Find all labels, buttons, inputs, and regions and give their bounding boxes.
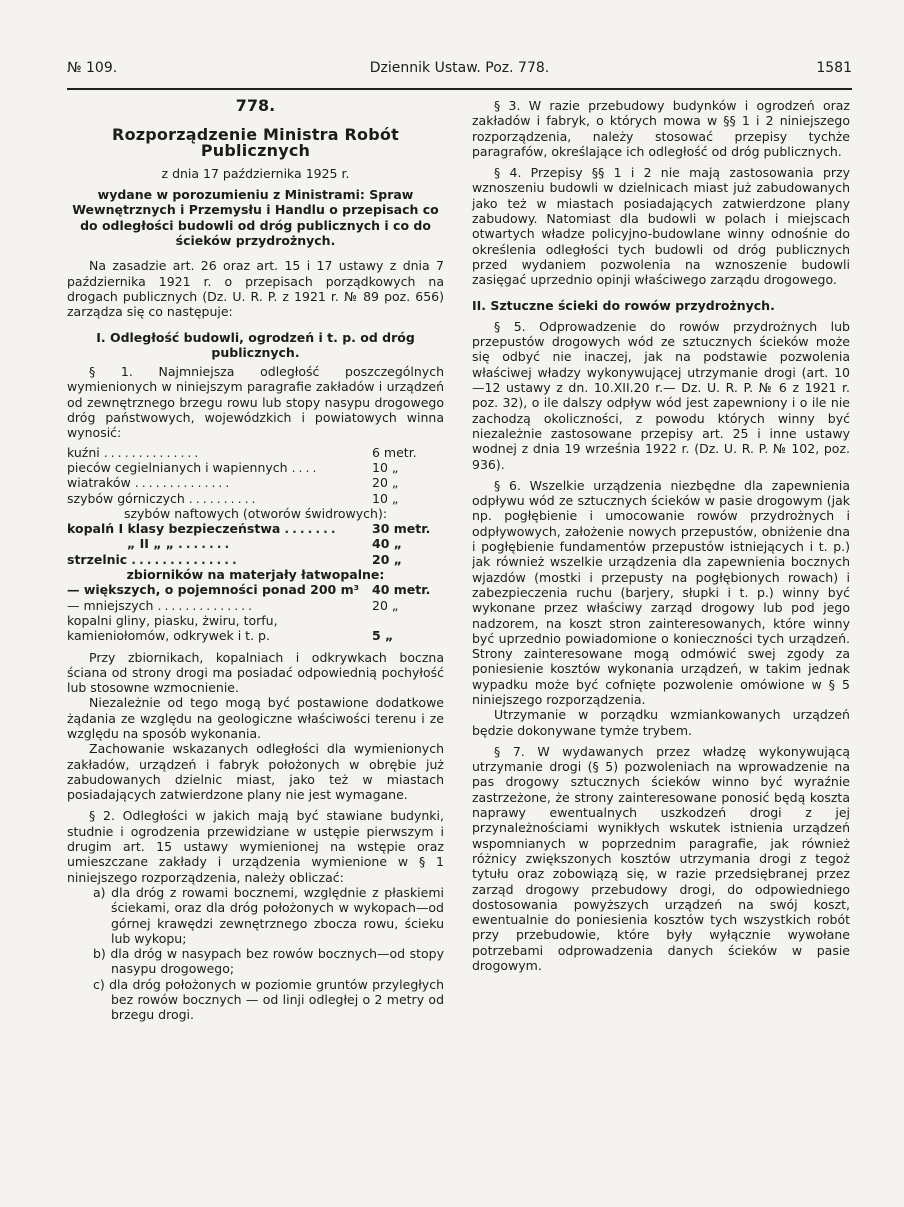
table-row: szybów górniczych .......... 10 „ (67, 490, 399, 506)
left-column (67, 98, 444, 1023)
table-row: strzelnic .............. 20 „ (67, 551, 402, 567)
table-row: wiatraków .............. 20 „ (67, 475, 399, 491)
header-rule (67, 88, 852, 90)
regulation-subtitle: wydane w porozumieniu z Ministrami: Spraw Wewnętrznych i Przemysłu i Handlu o przepisach co do odległości budowli od dróg publicznych i co do ścieków przydrożnych. (72, 187, 439, 249)
distance-table-1 (67, 445, 444, 506)
paragraph-additional: Niezależnie od tego mogą być postawione dodatkowe żądania ze względu na geologiczne właściwości terenu i ze względu na sposób wykonania. (67, 695, 444, 741)
paragraph-2: § 2. Odległości w jakich mają być stawiane budynki, studnie i ogrodzenia przewidziane w ustępie pierwszym i drugim art. 15 ustawy wymienionej na wstępie oraz umieszczane zakłady i urządzenia wymienione w § 1 niniejszego rozporządzenia, należy obliczać: (67, 808, 444, 885)
distance-table-3 (67, 582, 444, 643)
issue-number: № 109. (67, 60, 118, 76)
regulation-title: Rozporządzenie Ministra Robót Publicznych (112, 125, 399, 160)
page-number: 1581 (816, 60, 852, 76)
paragraph-3: § 3. W razie przebudowy budynków i ogrodzeń oraz zakładów i fabryk, o których mowa w §§ 1 i 2 niniejszego rozporządzenia, należy stosować przepisy tychże paragrafów, określające ich odległość od dróg publicznych. (472, 98, 850, 159)
list-item: a) dla dróg z rowami bocznemi, względnie z płaskiemi ściekami, oraz dla dróg położonych w wykopach—od górnej krawędzi zewnętrznego zbocza rowu, ścieku lub wykopu; (93, 884, 444, 946)
intro-paragraph: Na zasadzie art. 26 oraz art. 15 i 17 ustawy z dnia 7 października 1921 r. o przepisach porządkowych na drogach publicznych (Dz. U. R. P. z 1921 r. № 89 poz. 656) zarządza się co następuje: (67, 258, 444, 320)
page-header (67, 60, 852, 84)
section-2-heading: II. Sztuczne ścieki do rowów przydrożnych. (472, 297, 775, 313)
table-row: „ II „ „ ....... 40 „ (127, 536, 402, 552)
paragraph-exemption: Zachowanie wskazanych odległości dla wymienionych zakładów, urządzeń i fabryk położonych w obrębie już zabudowanych dzielnic miast, jako też w miastach posiadających zatwierdzone plany nie jest wymagane. (67, 741, 444, 803)
oil-shafts-heading: szybów naftowych (otworów świdrowych): (123, 505, 388, 521)
table-row: — mniejszych .............. 20 „ (67, 597, 399, 613)
paragraph-7: § 7. W wydawanych przez władzę wykonywującą utrzymanie drogi (§ 5) pozwoleniach na wprowadzenie na pas drogowy sztucznych ścieków winno być wyraźnie zastrzeżone, że strony zainteresowane ponosić będą koszta naprawy ewentualnych uszkodzeń drogi z jej przynależnościami wynikłych wskutek istnienia urządzeń wspomnianych w poprzednim paragrafie, jak również różnicy zwiększonych kosztów utrzymania drogi z tegoż tytułu oraz zobowiązą się, w razie przedsiębranej przez zarząd drogowy przebudowy drogi, do odpowiedniego dostosowania powyższych urządzeń na swój koszt, ewentualnie do poniesienia kosztów tych wszystkich robót przy przebudowie, które były wyłącznie wywołane potrzebami odprowadzenia danych ścieków w pasie drogowym. (472, 743, 850, 974)
table-row: — większych, o pojemności ponad 200 m³ 40 metr. (67, 582, 431, 598)
tanks-heading: zbiorników na materjały łatwopalne: (126, 567, 385, 583)
list-item: b) dla dróg w nasypach bez rowów bocznych—od stopy nasypu drogowego; (93, 946, 444, 977)
paragraph-6-maintenance: Utrzymanie w porządku wzmiankowanych urządzeń będzie dokonywane tymże trybem. (472, 707, 850, 738)
paragraph-6: § 6. Wszelkie urządzenia niezbędne dla zapewnienia odpływu wód ze sztucznych ścieków w pasie drogowym (jak np. pogłębienie i umocowanie rowów przydrożnych i odpływowych, założenie nowych przepustów, obniżenie dna i pogłębienie fundamentów przepustów istniejących i t. p.) jak również wszelkie urządzenia dla zapewnienia bocznych wjazdów (mostki i przepusty na pogłębionych rowach) i zabezpieczenia ruchu (barjery, słupki i t. p.) winny być wykonane przez właściwy zarząd drogowy lub pod jego nadzorem, na koszt stron zainteresowanych, które winny być uprzednio powiadomione o konieczności tych urządzeń. Strony zainteresowane mogą odmówić swej zgody za poniesienie kosztów wykonania urządzeń, w takim jednak wypadku może być cofnięte pozwolenie omówione w § 5 niniejszego rozporządzenia. (472, 477, 850, 707)
journal-title: Dziennik Ustaw. Poz. 778. (369, 60, 550, 76)
table-row: kopalń I klasy bezpieczeństwa ....... 30 metr. (67, 521, 431, 537)
measurement-list (67, 885, 444, 1023)
paragraph-1: § 1. Najmniejsza odległość poszczególnych wymienionych w niniejszym paragrafie zakładów i urządzeń od zewnętrznego brzegu rowu lub stopy nasypu drogowego dróg państwowych, wojewódzkich i powiatowych winna wynosić: (67, 364, 444, 441)
paragraph-tanks: Przy zbiornikach, kopalniach i odkrywkach boczna ściana od strony drogi ma posiadać odpowiednią pochyłość lub stosowne wzmocnienie. (67, 649, 444, 696)
paragraph-4: § 4. Przepisy §§ 1 i 2 nie mają zastosowania przy wznoszeniu budowli w dzielnicach miast już zabudowanych jako też w miastach posiadających zatwierdzone plany zabudowy. Natomiast dla budowli w polach i miejscach otwartych władze policyjno-budowlane winny odnośnie do określenia odległości tych budowli od dróg publicznych przed wydaniem pozwolenia na wznoszenie budowli zasięgać uprzednio opinji właściwego zarządu drogowego. (472, 165, 850, 288)
table-row: kuźni .............. 6 metr. (67, 444, 417, 460)
table-row: pieców cegielnianych i wapiennych .... 10 „ (67, 459, 399, 475)
regulation-date: z dnia 17 października 1925 r. (161, 165, 350, 181)
section-1-heading: I. Odległość budowli, ogrodzeń i t. p. od dróg publicznych. (96, 329, 415, 360)
list-item: c) dla dróg położonych w poziomie gruntów przyległych bez rowów bocznych — od linji odległej o 2 metry od brzegu drogi. (93, 976, 444, 1023)
right-column (472, 98, 850, 973)
paragraph-5: § 5. Odprowadzenie do rowów przydrożnych lub przepustów drogowych wód ze sztucznych ścieków może się odbyć nie inaczej, jak na podstawie pozwolenia właściwej władzy wykonywującej utrzymanie drogi (art. 10—12 ustawy z dn. 10.XII.20 r.— Dz. U. R. P. № 6 z 1921 r. poz. 32), o ile dalszy odpływ wód jest zapewniony i o ile nie zachodzą okoliczności, z powodu których winny być niezależnie zastosowane przepisy art. 25 i inne ustawy wodnej z dnia 19 września 1922 r. (Dz. U. R. P. № 102, poz. 936). (472, 318, 850, 472)
table-row: kopalni gliny, piasku, żwiru, torfu, kamieniołomów, odkrywek i t. p. 5 „ (67, 612, 394, 644)
distance-table-2 (67, 521, 444, 567)
position-number: 778. (235, 96, 276, 115)
